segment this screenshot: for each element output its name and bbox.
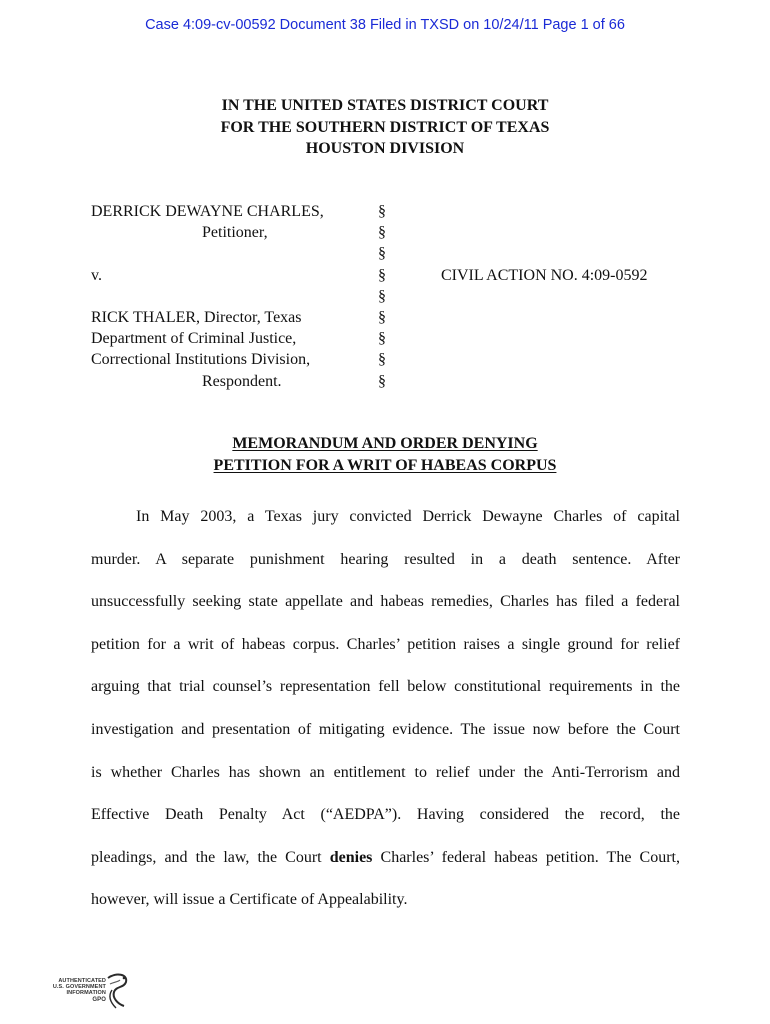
body-line: is whether Charles has shown an entitlement to relief under the Anti-Terrorism and — [91, 763, 680, 781]
memorandum-title — [0, 433, 770, 476]
body-line: petition for a writ of habeas corpus. Charles’ petition raises a single ground for relief — [91, 635, 680, 653]
body-line: investigation and presentation of mitigating evidence. The issue now before the Court — [91, 720, 680, 738]
filing-stamp: Case 4:09-cv-00592 Document 38 Filed in TXSD on 10/24/11 Page 1 of 66 — [145, 17, 625, 33]
body-line: unsuccessfully seeking state appellate and habeas remedies, Charles has filed a federal — [91, 593, 680, 611]
section-symbol: § — [378, 351, 386, 369]
section-symbol: § — [378, 245, 386, 263]
court-heading-line: HOUSTON DIVISION — [305, 140, 465, 157]
civil-action-number: CIVIL ACTION NO. 4:09-0592 — [441, 267, 648, 284]
court-heading-line: IN THE UNITED STATES DISTRICT COURT — [221, 97, 549, 114]
body-line: Effective Death Penalty Act (“AEDPA”). Having considered the record, the — [91, 806, 680, 824]
body-line: In May 2003, a Texas jury convicted Derrick Dewayne Charles of capital — [136, 508, 680, 525]
eagle-icon — [104, 972, 130, 1010]
body-line: however, will issue a Certificate of Appealability. — [91, 891, 408, 909]
memorandum-title-line: MEMORANDUM AND ORDER DENYING — [232, 435, 538, 452]
section-symbol: § — [378, 203, 386, 220]
body-line — [91, 837, 680, 880]
court-heading — [0, 95, 770, 160]
body-text-segment: Charles’ federal habeas petition. The Court, — [372, 848, 680, 866]
section-symbol: § — [378, 266, 386, 284]
caption-spacer — [91, 243, 381, 264]
versus-label: v. — [91, 266, 102, 284]
body-text-segment: pleadings, and the law, the Court — [91, 848, 330, 866]
petitioner-name: DERRICK DEWAYNE CHARLES, — [91, 203, 324, 220]
gpo-authentication-seal — [42, 968, 132, 1012]
case-caption-parties — [91, 201, 381, 392]
body-line: arguing that trial counsel’s representation fell below constitutional requirements in the — [91, 678, 680, 696]
seal-text: U.S. GOVERNMENT — [52, 984, 106, 990]
denies-emphasis: denies — [329, 848, 373, 866]
petitioner-role: Petitioner, — [202, 224, 268, 242]
opinion-body — [91, 496, 680, 922]
section-symbol-column — [378, 201, 398, 392]
section-symbol: § — [378, 372, 386, 390]
section-symbol: § — [378, 309, 386, 327]
memorandum-title-line: PETITION FOR A WRIT OF HABEAS CORPUS — [213, 456, 557, 474]
court-heading-line: FOR THE SOUTHERN DISTRICT OF TEXAS — [220, 118, 550, 136]
section-symbol: § — [378, 287, 386, 305]
seal-text: GPO — [92, 997, 106, 1003]
seal-text: AUTHENTICATED — [58, 978, 106, 984]
seal-text: INFORMATION — [66, 990, 106, 996]
section-symbol: § — [378, 330, 386, 348]
respondent-role: Respondent. — [202, 372, 282, 390]
caption-spacer — [91, 286, 381, 307]
section-symbol: § — [378, 224, 386, 242]
respondent-line: Department of Criminal Justice, — [91, 330, 297, 348]
body-line: murder. A separate punishment hearing resulted in a death sentence. After — [91, 550, 680, 568]
respondent-line: Correctional Institutions Division, — [91, 351, 311, 369]
respondent-line: RICK THALER, Director, Texas — [91, 308, 302, 326]
